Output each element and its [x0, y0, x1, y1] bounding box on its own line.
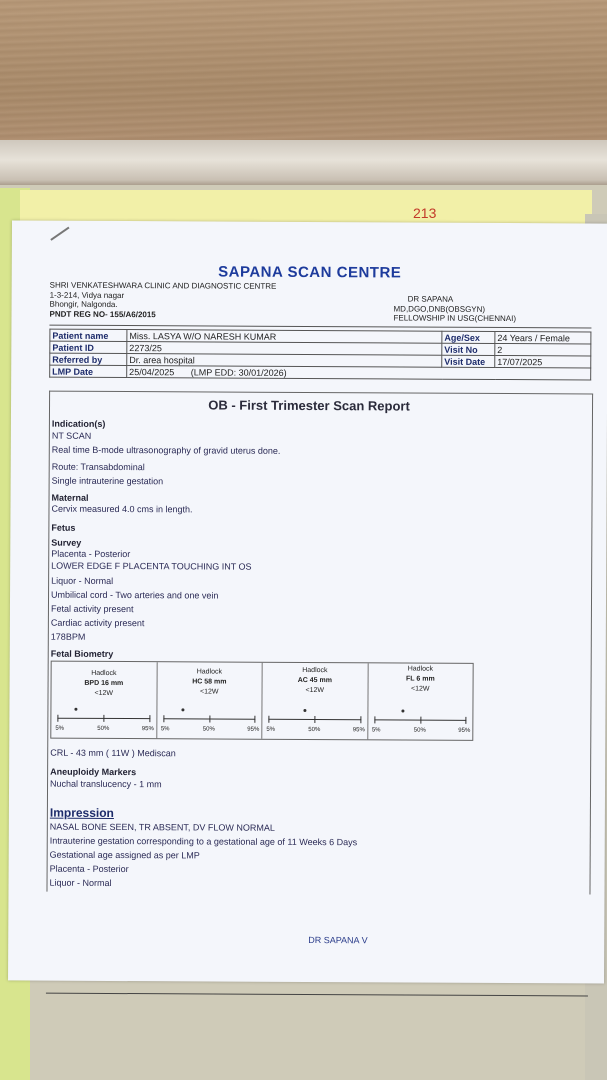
patient-name: Miss. LASYA W/O NARESH KUMAR — [127, 330, 442, 344]
pct-label: 50% — [413, 727, 426, 734]
report-line: Route: Transabdominal — [51, 461, 145, 473]
pct-label: 95% — [141, 726, 154, 733]
percentile-scale — [163, 718, 256, 719]
report-line: Single intrauterine gestation — [51, 475, 164, 487]
biometry-cell — [51, 662, 157, 739]
report-line: 178BPM — [50, 631, 86, 642]
biometry-param: FL 6 mm — [406, 675, 435, 683]
clinic-line: Bhongir, Nalgonda. — [49, 299, 118, 309]
pct-label: 50% — [308, 727, 321, 734]
referred-by-label: Referred by — [50, 353, 127, 365]
pct-label: 95% — [458, 727, 471, 734]
age-label: Age/Sex — [442, 331, 495, 343]
pct-label: 5% — [160, 726, 170, 733]
report-line: NT SCAN — [51, 430, 92, 441]
biometry-chart — [50, 661, 473, 741]
biometry-marker — [74, 708, 77, 711]
lmp-date: 25/04/2025 — [129, 366, 175, 377]
patient-id: 2273/25 — [127, 342, 442, 356]
doctor-line: DR SAPANA — [407, 294, 454, 304]
clinic-line: SHRI VENKATESHWARA CLINIC AND DIAGNOSTIC CENTRE — [49, 280, 277, 291]
biometry-param: HC 58 mm — [192, 678, 227, 686]
patient-age: 24 Years / Female — [495, 331, 591, 344]
pen-mark — [50, 227, 69, 241]
aneuploidy-heading: Aneuploidy Markers — [50, 766, 137, 778]
report-line: Umbilical cord - Two arteries and one vein — [51, 589, 219, 601]
indication-heading: Indication(s) — [51, 418, 106, 429]
pct-label: 95% — [352, 727, 365, 734]
page-number: 213 — [413, 205, 437, 221]
lmp-edd: (LMP EDD: 30/01/2026) — [190, 366, 287, 378]
pct-label: 50% — [202, 726, 215, 733]
report-line: Cervix measured 4.0 cms in length. — [51, 503, 193, 515]
doctor-line: MD,DGO,DNB(OBSGYN) — [393, 303, 486, 314]
biometry-age: <12W — [200, 688, 219, 696]
doctor-signature: DR SAPANA V — [308, 935, 368, 946]
referred-by: Dr. area hospital — [127, 354, 442, 368]
biometry-param: AC 45 mm — [297, 676, 332, 685]
doctor-line: FELLOWSHIP IN USG(CHENNAI) — [393, 313, 517, 324]
biometry-marker — [304, 709, 307, 712]
biometry-source: Hadlock — [91, 669, 117, 677]
percentile-scale — [268, 719, 361, 720]
impression-line: Intrauterine gestation corresponding to a gestational age of 11 Weeks 6 Days — [49, 835, 358, 848]
visit-date: 17/07/2025 — [495, 355, 591, 368]
report-line: Cardiac activity present — [50, 617, 145, 629]
pct-label: 95% — [247, 726, 260, 733]
biometry-param: BPD 16 mm — [84, 679, 124, 688]
lmp-label: LMP Date — [50, 365, 127, 377]
pct-label: 5% — [266, 726, 276, 733]
divider — [49, 325, 591, 329]
report-title: OB - First Trimester Scan Report — [208, 397, 410, 414]
biometry-cell — [368, 663, 473, 740]
report-line: LOWER EDGE F PLACENTA TOUCHING INT OS — [51, 560, 252, 572]
impression-line: Gestational age assigned as per LMP — [49, 849, 200, 861]
biometry-age: <12W — [305, 686, 325, 695]
doctor-details — [393, 294, 516, 323]
survey-heading: Survey — [51, 537, 82, 548]
report-line: Placenta - Posterior — [51, 548, 131, 560]
impression-line: Liquor - Normal — [49, 877, 112, 888]
biometry-heading: Fetal Biometry — [50, 648, 114, 659]
patient-table — [49, 329, 591, 381]
visit-no-label: Visit No — [442, 343, 495, 355]
biometry-age: <12W — [94, 689, 114, 697]
pct-label: 50% — [97, 725, 110, 732]
patient-name-label: Patient name — [50, 329, 127, 341]
biometry-source: Hadlock — [196, 668, 223, 676]
patient-id-label: Patient ID — [50, 341, 127, 353]
table-edge — [0, 140, 607, 190]
percentile-scale — [57, 718, 150, 719]
impression-heading: Impression — [49, 805, 114, 820]
impression-line: Placenta - Posterior — [49, 863, 129, 875]
scan-report-sheet — [8, 220, 607, 983]
impression-line: NASAL BONE SEEN, TR ABSENT, DV FLOW NORMAL — [49, 821, 275, 833]
nuchal-line: Nuchal translucency - 1 mm — [50, 778, 162, 790]
biometry-cell — [157, 662, 263, 739]
report-line: Real time B-mode ultrasonography of gravid uterus done. — [51, 444, 281, 456]
clinic-line: 1-3-214, Vidya nagar — [49, 290, 125, 300]
clinic-address — [49, 281, 276, 320]
pct-label: 5% — [55, 725, 65, 732]
wooden-surface — [0, 0, 607, 150]
pct-label: 5% — [371, 727, 381, 734]
fetus-heading: Fetus — [51, 522, 76, 533]
biometry-marker — [181, 708, 184, 711]
maternal-heading: Maternal — [51, 492, 89, 503]
visit-no: 2 — [495, 343, 591, 356]
biometry-source: Hadlock — [407, 665, 434, 673]
biometry-marker — [402, 709, 405, 712]
visit-date-label: Visit Date — [442, 355, 495, 367]
report-line: Fetal activity present — [50, 603, 134, 615]
lmp-cell — [127, 366, 591, 380]
percentile-scale — [374, 719, 467, 720]
biometry-cell — [262, 663, 368, 740]
clinic-line: PNDT REG NO- 155/A6/2015 — [49, 309, 156, 319]
report-line: Liquor - Normal — [51, 575, 114, 586]
centre-title: SAPANA SCAN CENTRE — [218, 263, 402, 282]
biometry-age: <12W — [411, 685, 430, 693]
biometry-source: Hadlock — [302, 666, 328, 675]
crl-line: CRL - 43 mm ( 11W ) Mediscan — [50, 747, 176, 759]
